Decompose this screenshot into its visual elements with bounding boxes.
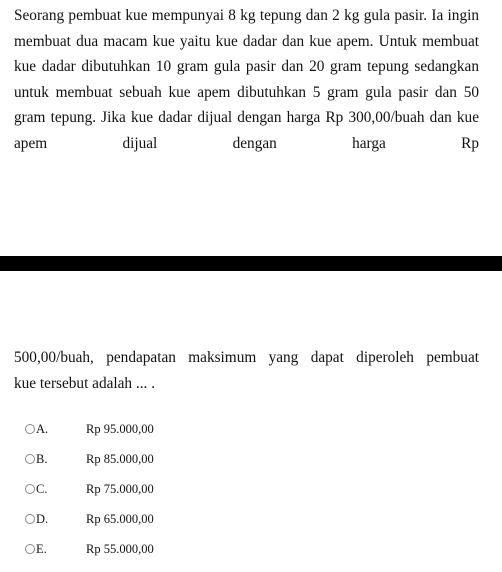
radio-button-b[interactable] — [25, 454, 35, 464]
option-a-value: Rp 95.000,00 — [86, 422, 154, 436]
option-d-letter: D. — [36, 512, 49, 526]
option-d-value: Rp 65.000,00 — [86, 512, 154, 526]
option-a[interactable] — [25, 420, 325, 450]
black-divider-bar — [0, 256, 502, 271]
option-a-letter: A. — [36, 422, 49, 436]
option-d[interactable] — [25, 510, 325, 540]
option-e-value: Rp 55.000,00 — [86, 542, 154, 556]
radio-button-e[interactable] — [25, 544, 35, 554]
question-paragraph-2-line-1: 500,00/buah, pendapatan maksimum yang dapat diperoleh pembuat — [14, 349, 479, 366]
option-c-letter: C. — [36, 482, 48, 496]
radio-button-d[interactable] — [25, 514, 35, 524]
radio-button-c[interactable] — [25, 484, 35, 494]
option-b-letter: B. — [36, 452, 48, 466]
option-e[interactable] — [25, 540, 325, 570]
answer-options — [25, 420, 325, 570]
option-c[interactable] — [25, 480, 325, 510]
option-b-value: Rp 85.000,00 — [86, 452, 154, 466]
option-b[interactable] — [25, 450, 325, 480]
question-paragraph-1: Seorang pembuat kue mempunyai 8 kg tepung dan 2 kg gula pasir. Ia ingin membuat dua macam kue yaitu kue dadar dan kue apem. Untuk membuat kue dadar dibutuhkan 10 gram gula pasir dan 20 gram tepung sedangkan untuk membuat sebuah kue apem dibutuhkan 5 gram gula pasir dan 50 gram tepung. Jika kue dadar dijual dengan harga Rp 300,00/buah dan kue apem dijual dengan harga Rp — [14, 7, 479, 152]
question-paragraph-2-line-2: kue tersebut adalah ... . — [14, 375, 156, 392]
radio-button-a[interactable] — [25, 424, 35, 434]
option-c-value: Rp 75.000,00 — [86, 482, 154, 496]
option-e-letter: E. — [36, 542, 47, 556]
